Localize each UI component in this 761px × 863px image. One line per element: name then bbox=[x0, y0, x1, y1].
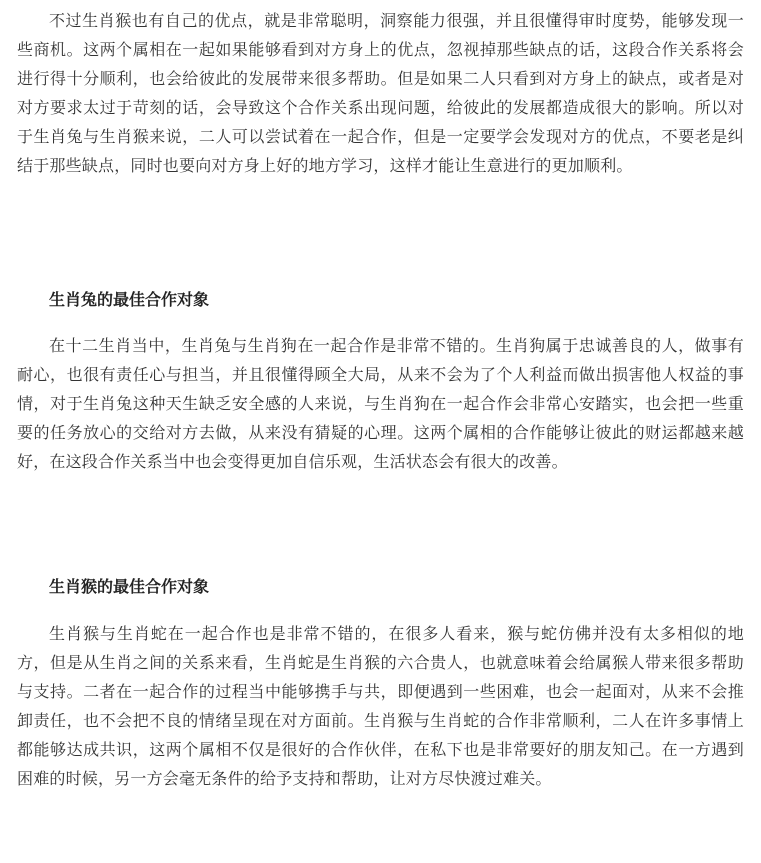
paragraph-rabbit-dog: 在十二生肖当中，生肖兔与生肖狗在一起合作是非常不错的。生肖狗属于忠诚善良的人，做事有耐心，也很有责任心与担当，并且很懂得顾全大局，从来不会为了个人利益而做出损害他人权益的事情，对于生肖兔这种天生缺乏安全感的人来说，与生肖狗在一起合作会非常心安踏实，也会把一些重要的任务放心的交给对方去做，从来没有猜疑的心理。这两个属相的合作能够让彼此的财运都越来越好，在这段合作关系当中也会变得更加自信乐观，生活状态会有很大的改善。 bbox=[17, 336, 744, 471]
paragraph-monkey-strengths: 不过生肖猴也有自己的优点，就是非常聪明，洞察能力很强，并且很懂得审时度势，能够发现一些商机。这两个属相在一起如果能够看到对方身上的优点，忽视掉那些缺点的话，这段合作关系将会进行得十分顺利，也会给彼此的发展带来很多帮助。但是如果二人只看到对方身上的缺点，或者是对对方要求太过于苛刻的话，会导致这个合作关系出现问题，给彼此的发展都造成很大的影响。所以对于生肖兔与生肖猴来说，二人可以尝试着在一起合作，但是一定要学会发现对方的优点，不要老是纠结于那些缺点，同时也要向对方身上好的地方学习，这样才能让生意进行的更加顺利。 bbox=[17, 11, 744, 175]
heading-rabbit-best-partner: 生肖兔的最佳合作对象 bbox=[49, 290, 210, 309]
paragraph-monkey-snake: 生肖猴与生肖蛇在一起合作也是非常不错的，在很多人看来，猴与蛇仿佛并没有太多相似的地方，但是从生肖之间的关系来看，生肖蛇是生肖猴的六合贵人，也就意味着会给属猴人带来很多帮助与支持。二者在一起合作的过程当中能够携手与共，即便遇到一些困难，也会一起面对，从来不会推卸责任，也不会把不良的情绪呈现在对方面前。生肖猴与生肖蛇的合作非常顺利，二人在许多事情上都能够达成共识，这两个属相不仅是很好的合作伙伴，在私下也是非常要好的朋友知己。在一方遇到困难的时候，另一方会毫无条件的给予支持和帮助，让对方尽快渡过难关。 bbox=[17, 624, 744, 788]
heading-monkey-best-partner: 生肖猴的最佳合作对象 bbox=[49, 577, 210, 596]
